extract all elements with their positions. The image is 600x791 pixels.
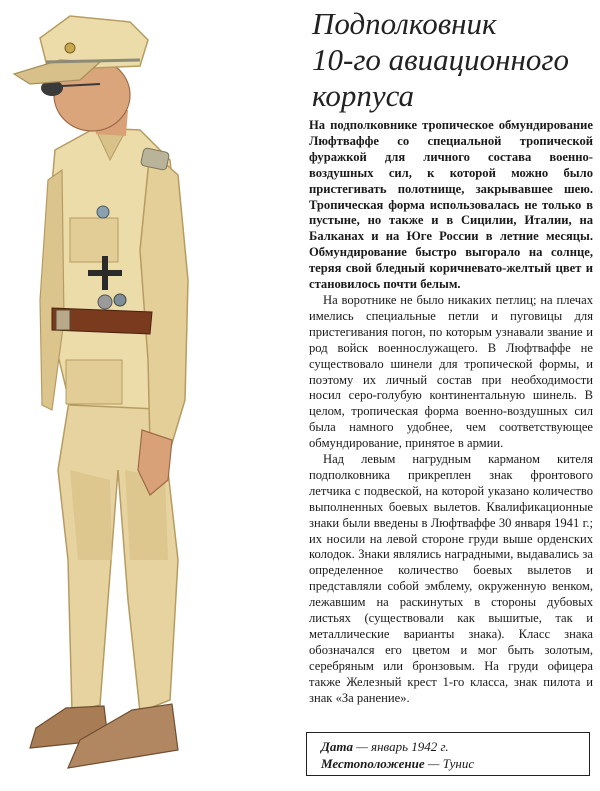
caption-box <box>306 732 590 776</box>
page-title <box>312 6 592 114</box>
title-line: Подполковник <box>312 6 497 41</box>
lead-paragraph: На подполковнике тропическое обмундирование Люфтваффе со специальной тропической фуражкой для личного состава военно-воздушных сил, к которой можно было пристегивать полотнище, закрывавшее шею. Тропическая форма использовалась не только в пустыне, но также и в Сицилии, Италии, на Балканах и на Юге России в летние месяцы. Обмундирование быстро выгорало на солнце, теряя свой бледный коричневато-желтый цвет и становилось почти белым. <box>309 118 593 292</box>
title-line: 10-го авиационного <box>312 42 569 77</box>
title-line: корпуса <box>312 78 415 113</box>
body-paragraph: Над левым нагрудным карманом кителя подполковника прикреплен знак фронтового летчика с подвеской, на которой указано количество выполненных боевых вылетов. Квалификационные знаки были введены в Люфтваффе 30 января 1941 г.; их носили на левой стороне груди выше орденских колодок. Знаки являлись наградными, выдавались за определенное количество боевых вылетов и представляли собой эмблему, окруженную венком, лежавшим на раскинутых в стороны дубовых листьях (существовали как вышитые, так и металлические варианты знака). Класс знака обозначался его цветом и мог быть золотым, серебряным или бронзовым. На груди офицера также Железный крест 1-го класса, знак пилота и знак «За ранение». <box>309 452 593 705</box>
caption-location-line <box>321 755 575 772</box>
date-value: — январь 1942 г. <box>353 739 449 754</box>
caption-date-line <box>321 738 575 755</box>
location-label: Местоположение <box>321 756 425 771</box>
date-label: Дата <box>321 739 353 754</box>
body-paragraph: На воротнике не было никаких петлиц; на плечах имелись специальные петли и пуговицы для пристегивания погон, по которым узнавали звание и род войск военнослужащего. В Люфтваффе не существовало шинели для тропической формы, и поэтому их личный состав при необходимости носил серо-голубую континентальную шинель. В целом, тропическая форма военно-воздушных сил была намного удобнее, чем соответствующее обмундирование, принятое в армии. <box>309 292 593 451</box>
article-body <box>309 118 593 707</box>
location-value: — Тунис <box>424 756 475 771</box>
